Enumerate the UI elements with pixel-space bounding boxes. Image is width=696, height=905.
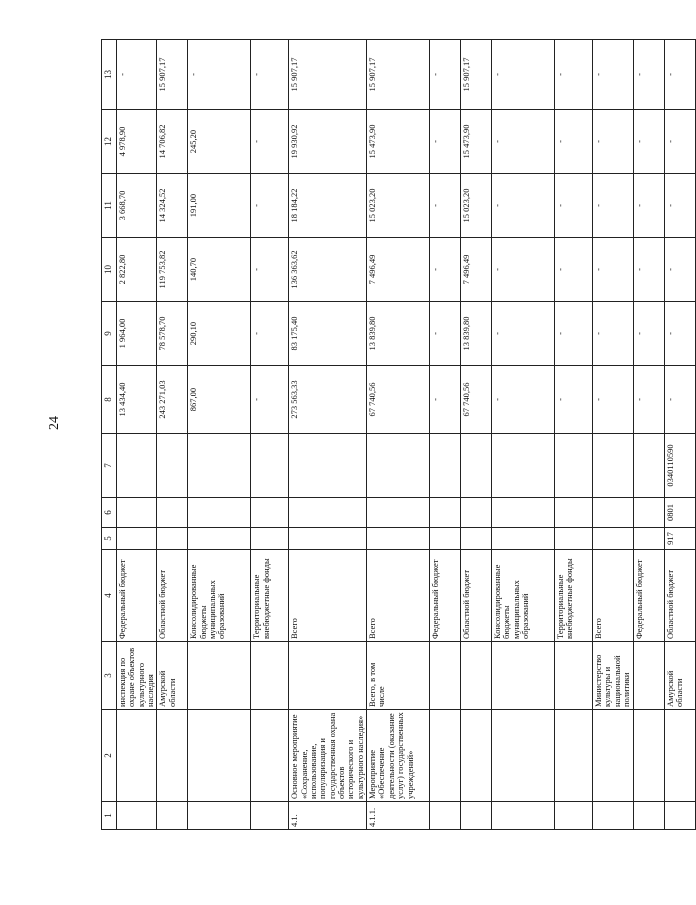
table-cell: 4.1.1. bbox=[367, 802, 430, 830]
table-cell bbox=[430, 498, 461, 528]
table-cell: 119 753,82 bbox=[157, 238, 188, 302]
table-cell: 140,70 bbox=[188, 238, 251, 302]
table-cell: Территориальные внебюджетные фонды bbox=[555, 550, 593, 642]
table-cell bbox=[367, 498, 430, 528]
table-cell bbox=[188, 642, 251, 710]
table-cell: - bbox=[633, 238, 664, 302]
table-cell bbox=[461, 642, 492, 710]
table-cell: 0801 bbox=[664, 498, 695, 528]
table-cell: Областной бюджет bbox=[157, 550, 188, 642]
table-cell: - bbox=[492, 302, 555, 366]
header-cell: 3 bbox=[102, 642, 117, 710]
table-cell: - bbox=[664, 40, 695, 110]
table-cell: Всего, в том числе bbox=[367, 642, 430, 710]
table-cell bbox=[633, 642, 664, 710]
table-cell bbox=[492, 710, 555, 802]
table-cell bbox=[664, 802, 695, 830]
header-cell: 7 bbox=[102, 434, 117, 498]
table-cell bbox=[251, 802, 289, 830]
table-row bbox=[664, 40, 695, 830]
table-cell: - bbox=[593, 174, 633, 238]
table-cell bbox=[461, 434, 492, 498]
table-cell: - bbox=[555, 40, 593, 110]
table-cell: 4 978,90 bbox=[117, 110, 157, 174]
table-cell: - bbox=[492, 366, 555, 434]
table-cell: Федеральный бюджет bbox=[633, 550, 664, 642]
table-cell: 67 740,56 bbox=[461, 366, 492, 434]
table-cell bbox=[593, 434, 633, 498]
table-row bbox=[555, 40, 593, 830]
table-cell: 245,20 bbox=[188, 110, 251, 174]
table-cell bbox=[157, 802, 188, 830]
table-cell bbox=[117, 710, 157, 802]
table-cell: - bbox=[664, 302, 695, 366]
table-cell: - bbox=[251, 174, 289, 238]
table-cell: 15 907,17 bbox=[367, 40, 430, 110]
table-cell bbox=[633, 802, 664, 830]
table-cell: 136 363,62 bbox=[289, 238, 367, 302]
table-cell: 13 434,40 bbox=[117, 366, 157, 434]
table-cell: - bbox=[188, 40, 251, 110]
table-cell: 83 175,40 bbox=[289, 302, 367, 366]
table-cell bbox=[188, 802, 251, 830]
table-cell: - bbox=[492, 238, 555, 302]
table-row bbox=[117, 40, 157, 830]
page-number: 24 bbox=[47, 416, 62, 430]
table-cell bbox=[461, 528, 492, 550]
table-cell: Федеральный бюджет bbox=[430, 550, 461, 642]
table-cell bbox=[492, 498, 555, 528]
table-cell bbox=[251, 710, 289, 802]
table-cell: - bbox=[430, 238, 461, 302]
table-cell: 7 496,49 bbox=[367, 238, 430, 302]
table-row bbox=[157, 40, 188, 830]
table-cell: - bbox=[492, 174, 555, 238]
table-cell bbox=[593, 802, 633, 830]
table-row bbox=[289, 40, 367, 830]
table-cell: 13 839,80 bbox=[367, 302, 430, 366]
header-cell: 12 bbox=[102, 110, 117, 174]
table-cell: 15 023,20 bbox=[461, 174, 492, 238]
table-cell bbox=[367, 434, 430, 498]
header-cell: 8 bbox=[102, 366, 117, 434]
table-cell bbox=[555, 528, 593, 550]
table-cell: - bbox=[117, 40, 157, 110]
table-cell: - bbox=[555, 302, 593, 366]
table-cell: Областной бюджет bbox=[461, 550, 492, 642]
table-cell bbox=[251, 498, 289, 528]
table-cell: - bbox=[664, 366, 695, 434]
table-cell bbox=[633, 528, 664, 550]
table-cell bbox=[593, 710, 633, 802]
table-cell: 290,10 bbox=[188, 302, 251, 366]
table-cell: 15 907,17 bbox=[461, 40, 492, 110]
table-cell: - bbox=[633, 110, 664, 174]
table-cell: - bbox=[430, 174, 461, 238]
header-row bbox=[102, 40, 117, 830]
table-cell: - bbox=[430, 366, 461, 434]
table-cell bbox=[430, 710, 461, 802]
header-cell: 11 bbox=[102, 174, 117, 238]
table-cell bbox=[289, 528, 367, 550]
table-cell bbox=[289, 434, 367, 498]
table-cell bbox=[367, 528, 430, 550]
header-cell: 2 bbox=[102, 710, 117, 802]
table-row bbox=[593, 40, 633, 830]
table-cell: - bbox=[555, 238, 593, 302]
table-cell: 0340110590 bbox=[664, 434, 695, 498]
table-cell bbox=[492, 528, 555, 550]
table-cell: - bbox=[593, 40, 633, 110]
table-cell: - bbox=[430, 110, 461, 174]
table-cell bbox=[555, 642, 593, 710]
header-cell: 13 bbox=[102, 40, 117, 110]
table-cell bbox=[188, 528, 251, 550]
table-cell bbox=[492, 642, 555, 710]
table-row bbox=[188, 40, 251, 830]
table-cell: - bbox=[593, 366, 633, 434]
table-cell bbox=[251, 528, 289, 550]
table-cell bbox=[430, 802, 461, 830]
table-cell bbox=[117, 528, 157, 550]
table-cell bbox=[633, 498, 664, 528]
table-cell: Основное мероприятие «Сохранение, использование, популяризация и государственная охрана объектов исторического и культурного наследия» bbox=[289, 710, 367, 802]
table-cell: 15 907,17 bbox=[289, 40, 367, 110]
table-row bbox=[430, 40, 461, 830]
header-cell: 5 bbox=[102, 528, 117, 550]
table-cell bbox=[188, 710, 251, 802]
table-cell: - bbox=[593, 238, 633, 302]
table-row bbox=[367, 40, 430, 830]
table-cell: 19 930,92 bbox=[289, 110, 367, 174]
table-cell: - bbox=[664, 110, 695, 174]
table-cell bbox=[430, 434, 461, 498]
table-cell: Консолидированные бюджеты муниципальных образований bbox=[188, 550, 251, 642]
table-cell: 13 839,80 bbox=[461, 302, 492, 366]
table-row bbox=[251, 40, 289, 830]
header-cell: 1 bbox=[102, 802, 117, 830]
table-cell: 4.1. bbox=[289, 802, 367, 830]
rotated-table-wrapper bbox=[101, 40, 684, 830]
table-cell: - bbox=[664, 238, 695, 302]
table-cell: - bbox=[430, 40, 461, 110]
table-cell: Всего bbox=[367, 550, 430, 642]
table-cell: 14 706,82 bbox=[157, 110, 188, 174]
table-row bbox=[492, 40, 555, 830]
table-cell: - bbox=[555, 366, 593, 434]
table-cell: 191,00 bbox=[188, 174, 251, 238]
table-cell: - bbox=[430, 302, 461, 366]
header-cell: 4 bbox=[102, 550, 117, 642]
table-cell bbox=[492, 802, 555, 830]
table-cell bbox=[188, 434, 251, 498]
table-cell bbox=[157, 528, 188, 550]
table-cell: Всего bbox=[593, 550, 633, 642]
table-cell bbox=[430, 642, 461, 710]
table-cell: 78 578,70 bbox=[157, 302, 188, 366]
table-cell: 7 496,49 bbox=[461, 238, 492, 302]
budget-table bbox=[101, 39, 696, 830]
table-cell: 2 822,80 bbox=[117, 238, 157, 302]
header-cell: 10 bbox=[102, 238, 117, 302]
table-cell bbox=[555, 434, 593, 498]
table-cell: 867,00 bbox=[188, 366, 251, 434]
table-cell: 15 473,90 bbox=[461, 110, 492, 174]
table-cell bbox=[555, 802, 593, 830]
table-cell: - bbox=[593, 302, 633, 366]
table-row bbox=[633, 40, 664, 830]
table-cell: 3 668,70 bbox=[117, 174, 157, 238]
table-cell: Всего bbox=[289, 550, 367, 642]
table-cell bbox=[593, 498, 633, 528]
table-cell: 18 184,22 bbox=[289, 174, 367, 238]
table-cell bbox=[289, 642, 367, 710]
table-cell: - bbox=[633, 366, 664, 434]
table-cell bbox=[251, 642, 289, 710]
table-cell bbox=[555, 710, 593, 802]
table-cell bbox=[157, 498, 188, 528]
table-cell bbox=[492, 434, 555, 498]
table-cell: 67 740,56 bbox=[367, 366, 430, 434]
table-cell bbox=[289, 498, 367, 528]
table-cell: - bbox=[664, 174, 695, 238]
table-cell: - bbox=[555, 110, 593, 174]
table-cell: - bbox=[251, 110, 289, 174]
table-cell: Мероприятие «Обеспечение деятельности (оказание услуг) государственных учреждений» bbox=[367, 710, 430, 802]
table-cell bbox=[117, 498, 157, 528]
table-cell: 917 bbox=[664, 528, 695, 550]
table-cell: - bbox=[555, 174, 593, 238]
table-cell: 14 324,52 bbox=[157, 174, 188, 238]
table-cell: инспекция по охране объектов культурного наследия bbox=[117, 642, 157, 710]
table-cell bbox=[664, 710, 695, 802]
table-cell bbox=[188, 498, 251, 528]
table-cell bbox=[633, 710, 664, 802]
table-cell: Федеральный бюджет bbox=[117, 550, 157, 642]
table-cell: 243 271,03 bbox=[157, 366, 188, 434]
table-cell bbox=[430, 528, 461, 550]
table-cell bbox=[157, 434, 188, 498]
header-cell: 6 bbox=[102, 498, 117, 528]
table-cell: - bbox=[251, 302, 289, 366]
table-cell bbox=[117, 802, 157, 830]
table-cell: - bbox=[593, 110, 633, 174]
table-cell: - bbox=[633, 40, 664, 110]
table-cell bbox=[461, 710, 492, 802]
table-cell: Амурской области bbox=[157, 642, 188, 710]
table-cell: 1 964,00 bbox=[117, 302, 157, 366]
table-cell: - bbox=[633, 174, 664, 238]
table-cell: - bbox=[492, 110, 555, 174]
table-cell: - bbox=[251, 40, 289, 110]
table-cell: Консолидированные бюджеты муниципальных образований bbox=[492, 550, 555, 642]
table-cell: Территориальные внебюджетные фонды bbox=[251, 550, 289, 642]
table-cell bbox=[633, 434, 664, 498]
table-cell: - bbox=[251, 366, 289, 434]
table-cell bbox=[251, 434, 289, 498]
table-cell: 15 023,20 bbox=[367, 174, 430, 238]
table-cell: Амурской области bbox=[664, 642, 695, 710]
table-cell: - bbox=[251, 238, 289, 302]
table-cell bbox=[117, 434, 157, 498]
table-cell: 273 563,33 bbox=[289, 366, 367, 434]
table-cell: - bbox=[633, 302, 664, 366]
table-cell: 15 473,90 bbox=[367, 110, 430, 174]
table-cell bbox=[461, 498, 492, 528]
table-cell: Областной бюджет bbox=[664, 550, 695, 642]
table-cell: Министерство культуры и национальной политики bbox=[593, 642, 633, 710]
table-cell: 15 907,17 bbox=[157, 40, 188, 110]
header-cell: 9 bbox=[102, 302, 117, 366]
table-row bbox=[461, 40, 492, 830]
table-cell bbox=[593, 528, 633, 550]
table-cell bbox=[157, 710, 188, 802]
table-cell: - bbox=[492, 40, 555, 110]
table-cell bbox=[461, 802, 492, 830]
table-cell bbox=[555, 498, 593, 528]
